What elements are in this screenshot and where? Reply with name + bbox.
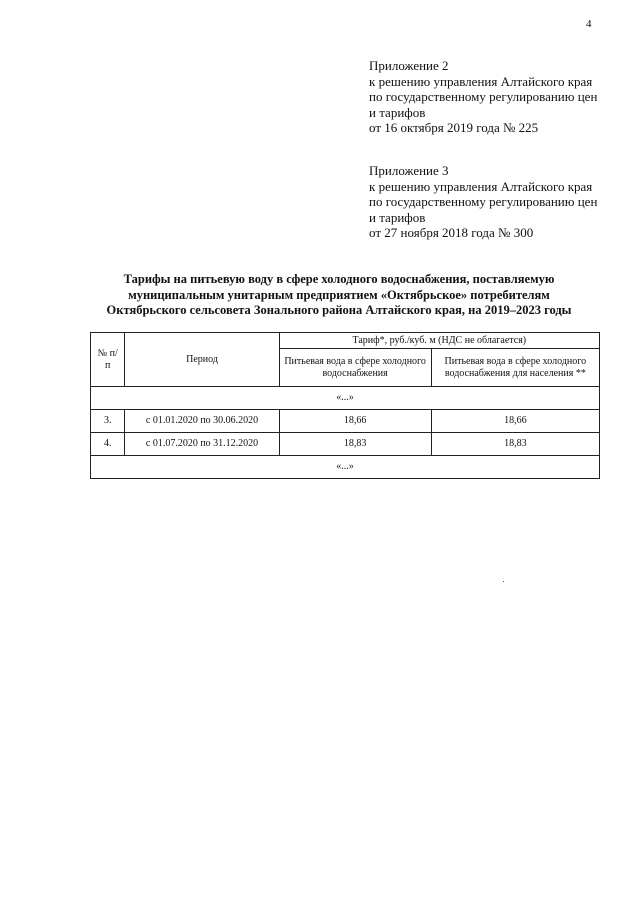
appendix-3-line: Приложение 3	[369, 163, 449, 178]
table-header-row	[91, 333, 600, 349]
page-number: 4	[586, 18, 592, 30]
cell-num: 4.	[91, 433, 125, 456]
appendix-3-line: к решению управления Алтайского края	[369, 178, 593, 194]
cell-population: 18,83	[431, 433, 599, 456]
document-title	[40, 272, 638, 319]
appendix-2-line: Приложение 2	[369, 58, 449, 73]
table-ellipsis-row	[91, 387, 600, 410]
appendix-3-line: от 27 ноября 2018 года № 300	[369, 225, 534, 240]
appendix-2-line: от 16 октября 2019 года № 225	[369, 120, 539, 135]
appendix-2-line: к решению управления Алтайского края	[369, 73, 593, 89]
ellipsis-cell: «...»	[91, 387, 600, 410]
title-line: муниципальным унитарным предприятием «Октябрьское» потребителям	[128, 287, 550, 302]
appendix-3-line: по государственному регулированию цен	[369, 194, 598, 209]
header-cold-water: Питьевая вода в сфере холодного водоснабжения	[279, 349, 431, 387]
table-row	[91, 410, 600, 433]
cell-period: с 01.07.2020 по 31.12.2020	[125, 433, 279, 456]
cell-cold-water: 18,66	[279, 410, 431, 433]
appendix-3-line: и тарифов	[369, 209, 426, 225]
scan-speck	[503, 581, 504, 582]
header-period: Период	[125, 333, 279, 387]
cell-num: 3.	[91, 410, 125, 433]
cell-population: 18,66	[431, 410, 599, 433]
cell-cold-water: 18,83	[279, 433, 431, 456]
table-row	[91, 433, 600, 456]
title-line: Октябрьского сельсовета Зонального района Алтайского края, на 2019–2023 годы	[106, 303, 572, 317]
appendix-2-header	[369, 58, 629, 136]
header-population: Питьевая вода в сфере холодного водоснабжения для населения **	[431, 349, 599, 387]
appendix-3-header	[369, 163, 629, 241]
cell-period: с 01.01.2020 по 30.06.2020	[125, 410, 279, 433]
table-ellipsis-row	[91, 456, 600, 479]
appendix-2-line: по государственному регулированию цен	[369, 89, 598, 104]
header-tariff-group: Тариф*, руб./куб. м (НДС не облагается)	[279, 333, 599, 349]
tariff-table	[90, 332, 600, 479]
title-line: Тарифы на питьевую воду в сфере холодного водоснабжения, поставляемую	[123, 272, 555, 286]
appendix-2-line: и тарифов	[369, 104, 426, 120]
ellipsis-cell: «...»	[91, 456, 600, 479]
header-num: № п/п	[91, 333, 125, 387]
